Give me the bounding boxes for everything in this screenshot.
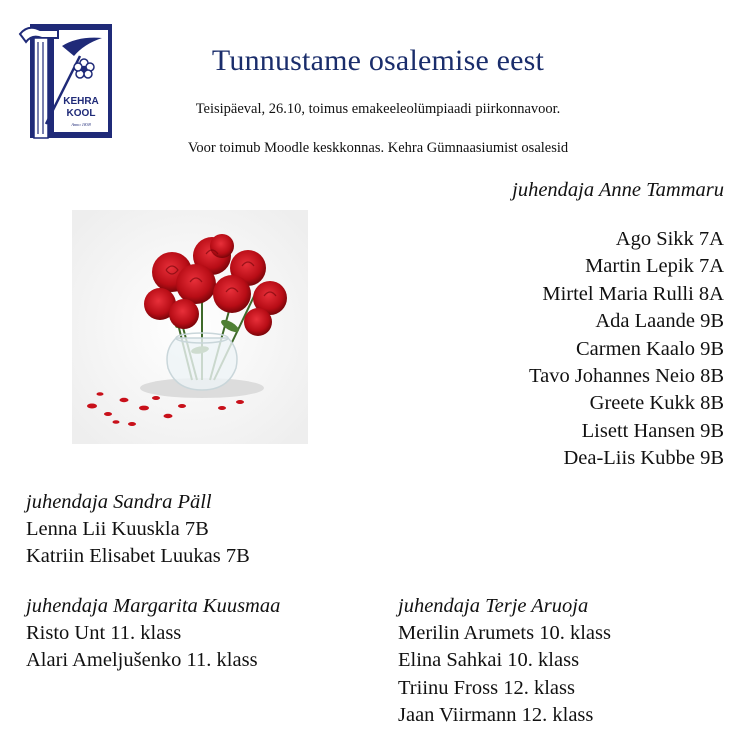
student-name: Triinu Fross 12. klass [398, 676, 575, 699]
student-name: Jaan Viirmann 12. klass [398, 704, 594, 727]
student-name: Dea-Liis Kubbe 9B [563, 447, 724, 470]
student-name: Ada Laande 9B [595, 310, 724, 333]
student-name: Lenna Lii Kuuskla 7B [26, 518, 209, 540]
logo-text-2: KOOL [66, 108, 96, 119]
student-name: Ago Sikk 7A [615, 228, 724, 250]
group-terje-aruoja [398, 594, 611, 730]
group-margarita-kuusmaa [26, 594, 280, 675]
logo-text-1: KEHRA [63, 96, 99, 107]
group-sandra-pall [26, 490, 250, 571]
page-title: Tunnustame osalemise eest [211, 44, 545, 77]
intro-line-1: Teisipäeval, 26.10, toimus emakeeleolümpiaadi piirkonnavoor. [195, 101, 561, 117]
supervisor-label: juhendaja Sandra Päll [26, 491, 212, 513]
supervisor-label: juhendaja Anne Tammaru [512, 179, 724, 201]
student-name: Tavo Johannes Neio 8B [529, 365, 724, 388]
student-name: Merilin Arumets 10. klass [398, 622, 611, 644]
student-name: Carmen Kaalo 9B [575, 337, 724, 360]
intro-line-2: Voor toimub Moodle keskkonnas. Kehra Gümnaasiumist osalesid [187, 140, 569, 156]
logo-text-3: Anno 1838 [71, 122, 91, 127]
supervisor-label: juhendaja Margarita Kuusmaa [26, 595, 281, 617]
group-anne-tammaru [324, 178, 724, 473]
student-name: Katriin Elisabet Luukas 7B [26, 545, 250, 568]
student-name: Alari Ameljušenko 11. klass [26, 649, 258, 672]
student-name: Mirtel Maria Rulli 8A [542, 282, 724, 305]
student-name: Risto Unt 11. klass [26, 622, 182, 644]
roses-in-vase-icon [72, 210, 308, 444]
student-name: Greete Kukk 8B [589, 392, 724, 415]
student-name: Lisett Hansen 9B [581, 419, 724, 442]
student-name: Elina Sahkai 10. klass [398, 649, 580, 672]
school-logo [18, 20, 116, 144]
supervisor-label: juhendaja Terje Aruoja [398, 595, 589, 617]
student-name: Martin Lepik 7A [585, 255, 724, 278]
